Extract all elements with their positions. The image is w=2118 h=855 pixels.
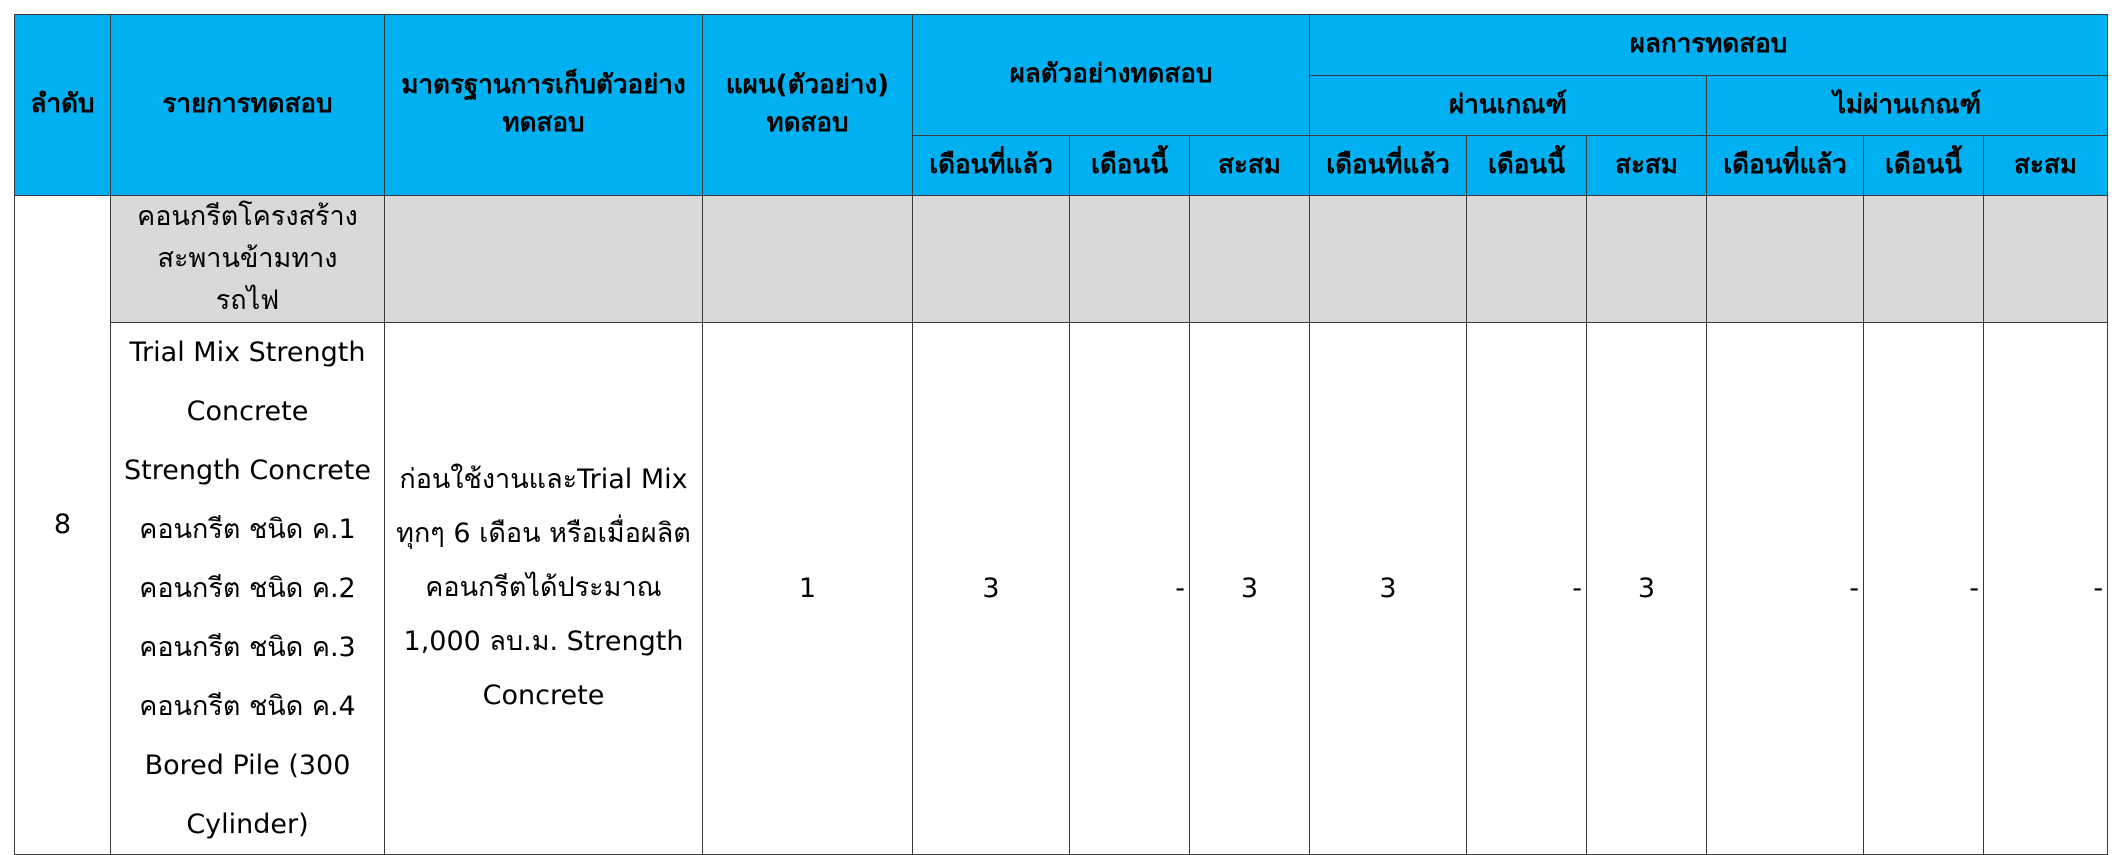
header-item: รายการทดสอบ	[111, 15, 385, 196]
standard-cell	[385, 322, 703, 854]
group-cell	[703, 196, 913, 323]
header-pass-this-month: เดือนนี้	[1467, 136, 1587, 196]
header-fail-this-month: เดือนนี้	[1864, 136, 1984, 196]
test-item: Bored Pile (300	[144, 749, 351, 781]
group-title-text: คอนกรีตโครงสร้างสะพานข้ามทางรถไฟ	[137, 201, 358, 316]
group-cell	[1190, 196, 1310, 323]
group-cell	[913, 196, 1070, 323]
header-standard-text: มาตรฐานการเก็บตัวอย่าง ทดสอบ	[401, 70, 686, 138]
header-pass: ผ่านเกณฑ์	[1310, 76, 1707, 136]
header-sample-this-month: เดือนนี้	[1070, 136, 1190, 196]
group-cell	[1310, 196, 1467, 323]
test-item: Concrete	[186, 395, 309, 427]
header-standard	[385, 15, 703, 196]
header-fail-cumulative: สะสม	[1984, 136, 2108, 196]
sample-this-month-value: -	[1070, 322, 1190, 854]
pass-last-month-value: 3	[1310, 322, 1467, 854]
plan-value: 1	[703, 322, 913, 854]
test-item: Cylinder)	[186, 808, 309, 840]
header-fail-last-month: เดือนที่แล้ว	[1707, 136, 1864, 196]
standard-text: ก่อนใช้งานและTrial Mix ทุกๆ 6 เดือน หรือเมื่อผลิตคอนกรีตได้ประมาณ 1,000 ลบ.ม. Strength Concrete	[396, 464, 691, 712]
fail-last-month-value: -	[1707, 322, 1864, 854]
group-row	[15, 196, 2108, 323]
group-cell	[1984, 196, 2108, 323]
header-pass-cumulative: สะสม	[1587, 136, 1707, 196]
header-plan	[703, 15, 913, 196]
group-title	[111, 196, 385, 323]
row-seq: 8	[15, 196, 111, 855]
group-cell	[1070, 196, 1190, 323]
header-test-results: ผลการทดสอบ	[1310, 15, 2108, 76]
group-cell	[1587, 196, 1707, 323]
header-plan-text: แผน(ตัวอย่าง) ทดสอบ	[725, 70, 890, 138]
header-seq: ลำดับ	[15, 15, 111, 196]
fail-this-month-value: -	[1864, 322, 1984, 854]
table-header	[15, 15, 2108, 196]
sample-last-month-value: 3	[913, 322, 1070, 854]
sample-cumulative-value: 3	[1190, 322, 1310, 854]
test-results-table	[14, 14, 2108, 855]
header-pass-last-month: เดือนที่แล้ว	[1310, 136, 1467, 196]
header-sample-results: ผลตัวอย่างทดสอบ	[913, 15, 1310, 136]
group-cell	[1707, 196, 1864, 323]
group-cell	[385, 196, 703, 323]
pass-cumulative-value: 3	[1587, 322, 1707, 854]
test-items-cell	[111, 322, 385, 854]
group-cell	[1467, 196, 1587, 323]
test-item: คอนกรีต ชนิด ค.3	[139, 631, 356, 663]
test-item: Strength Concrete	[123, 454, 372, 486]
header-sample-last-month: เดือนที่แล้ว	[913, 136, 1070, 196]
test-item: Trial Mix Strength	[129, 336, 366, 368]
header-fail: ไม่ผ่านเกณฑ์	[1707, 76, 2108, 136]
data-row	[15, 322, 2108, 854]
header-sample-cumulative: สะสม	[1190, 136, 1310, 196]
group-cell	[1864, 196, 1984, 323]
test-item: คอนกรีต ชนิด ค.2	[139, 572, 356, 604]
test-item: คอนกรีต ชนิด ค.4	[139, 690, 356, 722]
pass-this-month-value: -	[1467, 322, 1587, 854]
test-item: คอนกรีต ชนิด ค.1	[139, 513, 356, 545]
fail-cumulative-value: -	[1984, 322, 2108, 854]
